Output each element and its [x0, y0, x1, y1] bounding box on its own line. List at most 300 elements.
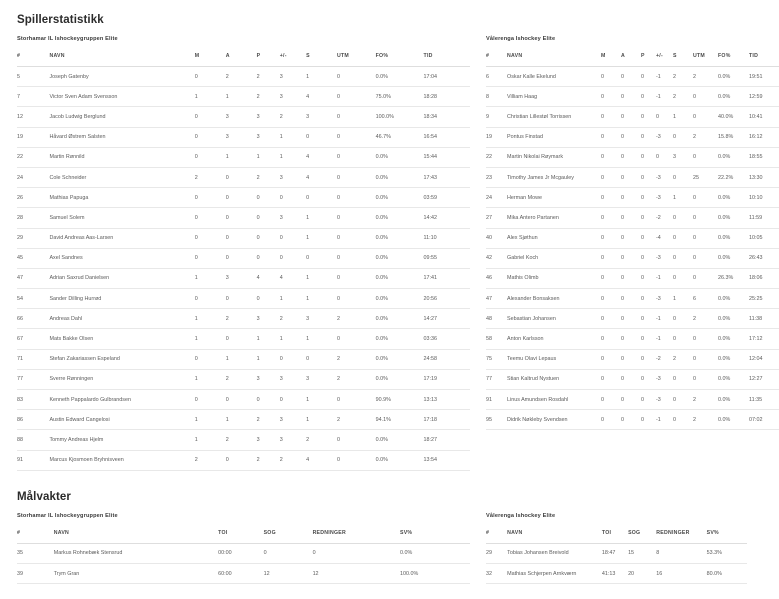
cell-name: Cole Schneider	[49, 167, 194, 187]
cell-penalty-minutes: 2	[337, 349, 376, 369]
cell-time-on-ice: 18:55	[749, 147, 779, 167]
cell-points: 0	[641, 67, 656, 87]
cell-plusminus: 3	[280, 410, 306, 430]
cell-points: 0	[641, 228, 656, 248]
table-header-row	[17, 530, 470, 544]
cell-goals: 0	[195, 67, 226, 87]
cell-name: Samuel Solem	[49, 208, 194, 228]
cell-name: Håvard Østrem Salsten	[49, 127, 194, 147]
cell-plusminus: -1	[656, 329, 673, 349]
cell-time-on-ice: 18:27	[424, 430, 470, 450]
cell-save-pct: 80.0%	[707, 563, 747, 583]
cell-plusminus: 1	[280, 289, 306, 309]
cell-goals: 0	[195, 228, 226, 248]
cell-name: Mathias Schjerpen Arnkværn	[507, 563, 602, 583]
cell-save-pct: 53.3%	[707, 543, 747, 563]
cell-penalty-minutes: 0	[337, 167, 376, 187]
cell-name: Pontus Finstad	[507, 127, 601, 147]
cell-shots: 3	[306, 369, 337, 389]
table-row	[486, 543, 747, 563]
cell-plusminus: 0	[280, 228, 306, 248]
cell-time-on-ice: 17:41	[424, 268, 470, 288]
cell-name: Markus Rohnebæk Stensrud	[54, 543, 218, 563]
col-saves: REDNINGER	[312, 529, 346, 536]
table-row	[17, 167, 470, 187]
cell-plusminus: -3	[656, 390, 673, 410]
cell-goals: 0	[601, 390, 621, 410]
away-team-label-goalies: Vålerenga Ishockey Elite	[486, 512, 556, 519]
cell-name: Didrik Nøkleby Svendsen	[507, 410, 601, 430]
cell-plusminus: 3	[280, 369, 306, 389]
col-shots-on-goal: SOG	[263, 529, 276, 536]
cell-faceoff-pct: 0.0%	[718, 410, 749, 430]
cell-faceoff-pct: 0.0%	[376, 167, 424, 187]
cell-name: Joseph Gatenby	[49, 67, 194, 87]
cell-shots: 0	[673, 369, 693, 389]
cell-points: 0	[641, 289, 656, 309]
cell-number: 48	[486, 309, 507, 329]
cell-penalty-minutes: 2	[337, 309, 376, 329]
col-number: #	[17, 529, 21, 536]
cell-points: 0	[641, 309, 656, 329]
cell-assists: 0	[621, 208, 641, 228]
cell-faceoff-pct: 0.0%	[718, 228, 749, 248]
cell-number: 40	[486, 228, 507, 248]
cell-saves: 0	[313, 543, 400, 563]
cell-goals: 0	[601, 188, 621, 208]
cell-faceoff-pct: 0.0%	[376, 289, 424, 309]
cell-faceoff-pct: 75.0%	[376, 87, 424, 107]
cell-assists: 0	[226, 329, 257, 349]
cell-assists: 0	[226, 450, 257, 470]
cell-number: 22	[17, 147, 49, 167]
cell-number: 23	[486, 167, 507, 187]
table-row	[17, 107, 470, 127]
cell-goals: 1	[195, 369, 226, 389]
table-header-row	[486, 530, 747, 544]
cell-assists: 0	[621, 87, 641, 107]
cell-number: 39	[17, 563, 54, 583]
cell-points: 0	[257, 390, 280, 410]
cell-number: 95	[486, 410, 507, 430]
cell-shots: 0	[306, 349, 337, 369]
cell-penalty-minutes: 0	[693, 107, 718, 127]
cell-points: 0	[641, 87, 656, 107]
cell-number: 66	[17, 309, 49, 329]
cell-shots: 4	[306, 450, 337, 470]
cell-time-on-ice: 07:02	[749, 410, 779, 430]
cell-time-on-ice: 14:42	[424, 208, 470, 228]
cell-points: 0	[641, 127, 656, 147]
cell-goals: 0	[195, 248, 226, 268]
cell-plusminus: 0	[656, 147, 673, 167]
cell-time-on-ice: 10:05	[749, 228, 779, 248]
cell-name: Villiam Haag	[507, 87, 601, 107]
cell-goals: 0	[195, 208, 226, 228]
cell-time-on-ice: 18:06	[749, 268, 779, 288]
cell-points: 0	[641, 410, 656, 430]
cell-goals: 0	[601, 208, 621, 228]
table-row	[17, 228, 470, 248]
cell-assists: 0	[621, 390, 641, 410]
cell-number: 5	[17, 67, 49, 87]
cell-time-on-ice: 16:12	[749, 127, 779, 147]
cell-goals: 0	[601, 349, 621, 369]
cell-points: 0	[641, 188, 656, 208]
cell-plusminus: -3	[656, 289, 673, 309]
cell-faceoff-pct: 0.0%	[718, 188, 749, 208]
table-row	[17, 563, 470, 583]
cell-plusminus: -2	[656, 349, 673, 369]
cell-time-on-ice: 25:25	[749, 289, 779, 309]
cell-shots: 0	[673, 208, 693, 228]
table-row	[17, 188, 470, 208]
cell-points: 0	[641, 248, 656, 268]
table-row	[17, 309, 470, 329]
cell-plusminus: 1	[280, 147, 306, 167]
cell-plusminus: 3	[280, 208, 306, 228]
col-time-on-ice: TID	[423, 53, 433, 59]
cell-time-on-ice: 13:13	[424, 390, 470, 410]
cell-shots: 3	[306, 107, 337, 127]
cell-number: 32	[486, 563, 507, 583]
cell-plusminus: -1	[656, 268, 673, 288]
cell-points: 4	[257, 268, 280, 288]
table-row	[486, 268, 779, 288]
cell-penalty-minutes: 25	[693, 167, 718, 187]
cell-goals: 2	[195, 167, 226, 187]
cell-plusminus: -1	[656, 309, 673, 329]
cell-plusminus: 1	[280, 127, 306, 147]
cell-shots: 2	[306, 430, 337, 450]
cell-goals: 0	[195, 188, 226, 208]
cell-number: 88	[17, 430, 49, 450]
cell-goals: 1	[195, 430, 226, 450]
cell-faceoff-pct: 0.0%	[376, 309, 424, 329]
cell-number: 45	[17, 248, 49, 268]
cell-penalty-minutes: 0	[693, 248, 718, 268]
table-row	[486, 289, 779, 309]
cell-name: Andreas Dahl	[49, 309, 194, 329]
cell-points: 0	[641, 369, 656, 389]
cell-faceoff-pct: 0.0%	[376, 67, 424, 87]
col-points: P	[256, 53, 261, 59]
cell-penalty-minutes: 0	[337, 107, 376, 127]
cell-number: 7	[17, 87, 49, 107]
cell-number: 46	[486, 268, 507, 288]
cell-points: 3	[257, 107, 280, 127]
col-save-pct: SV%	[400, 529, 413, 536]
cell-points: 0	[641, 329, 656, 349]
cell-faceoff-pct: 0.0%	[718, 208, 749, 228]
cell-plusminus: -3	[656, 167, 673, 187]
cell-faceoff-pct: 0.0%	[376, 208, 424, 228]
cell-plusminus: 0	[280, 349, 306, 369]
cell-points: 1	[257, 147, 280, 167]
cell-faceoff-pct: 0.0%	[376, 248, 424, 268]
cell-penalty-minutes: 0	[693, 228, 718, 248]
cell-goals: 1	[195, 410, 226, 430]
cell-name: Trym Gran	[54, 563, 218, 583]
cell-name: Sander Dilling Hurrød	[49, 289, 194, 309]
cell-shots: 1	[306, 329, 337, 349]
cell-penalty-minutes: 0	[693, 369, 718, 389]
cell-faceoff-pct: 0.0%	[376, 228, 424, 248]
cell-shots-on-goal: 0	[264, 543, 313, 563]
cell-assists: 0	[226, 188, 257, 208]
table-row	[486, 349, 779, 369]
cell-shots: 1	[306, 268, 337, 288]
cell-plusminus: -3	[656, 248, 673, 268]
cell-penalty-minutes: 0	[337, 127, 376, 147]
cell-plusminus: 2	[280, 107, 306, 127]
cell-number: 28	[17, 208, 49, 228]
cell-name: Alexander Bonsaksen	[507, 289, 601, 309]
cell-penalty-minutes: 0	[693, 87, 718, 107]
cell-time-on-ice: 41:13	[602, 563, 628, 583]
cell-shots: 0	[673, 248, 693, 268]
cell-penalty-minutes: 0	[337, 208, 376, 228]
cell-shots: 1	[673, 289, 693, 309]
cell-number: 91	[486, 390, 507, 410]
col-shots: S	[673, 53, 677, 59]
col-assists: A	[225, 53, 230, 59]
cell-number: 42	[486, 248, 507, 268]
cell-time-on-ice: 17:18	[424, 410, 470, 430]
cell-shots: 0	[673, 127, 693, 147]
cell-number: 35	[17, 543, 54, 563]
cell-number: 29	[486, 543, 507, 563]
cell-name: Mika Antero Partanen	[507, 208, 601, 228]
away-skaters-block	[470, 36, 763, 471]
cell-number: 77	[17, 369, 49, 389]
table-row	[17, 87, 470, 107]
cell-faceoff-pct: 0.0%	[718, 147, 749, 167]
cell-shots: 1	[306, 390, 337, 410]
table-row	[17, 390, 470, 410]
table-row	[17, 430, 470, 450]
cell-plusminus: 0	[656, 107, 673, 127]
col-goals: M	[601, 53, 606, 59]
cell-plusminus: -2	[656, 208, 673, 228]
cell-faceoff-pct: 0.0%	[376, 147, 424, 167]
cell-goals: 0	[195, 127, 226, 147]
cell-penalty-minutes: 0	[337, 268, 376, 288]
cell-number: 19	[17, 127, 49, 147]
cell-number: 47	[486, 289, 507, 309]
cell-points: 0	[257, 208, 280, 228]
col-name: NAVN	[507, 53, 523, 59]
cell-shots: 0	[306, 188, 337, 208]
table-row	[17, 349, 470, 369]
cell-plusminus: -1	[656, 410, 673, 430]
cell-save-pct: 100.0%	[400, 563, 470, 583]
cell-number: 27	[486, 208, 507, 228]
cell-penalty-minutes: 0	[337, 87, 376, 107]
cell-time-on-ice: 03:59	[424, 188, 470, 208]
cell-assists: 0	[226, 228, 257, 248]
cell-points: 0	[257, 188, 280, 208]
cell-goals: 0	[601, 248, 621, 268]
cell-goals: 0	[601, 87, 621, 107]
cell-plusminus: -4	[656, 228, 673, 248]
cell-number: 24	[17, 167, 49, 187]
cell-shots: 1	[306, 67, 337, 87]
cell-shots: 0	[673, 329, 693, 349]
cell-points: 2	[257, 167, 280, 187]
cell-assists: 2	[226, 430, 257, 450]
cell-goals: 0	[195, 390, 226, 410]
cell-faceoff-pct: 0.0%	[376, 450, 424, 470]
cell-number: 24	[486, 188, 507, 208]
table-row	[17, 450, 470, 470]
cell-penalty-minutes: 0	[693, 208, 718, 228]
cell-number: 71	[17, 349, 49, 369]
cell-penalty-minutes: 0	[337, 450, 376, 470]
col-faceoff-pct: FO%	[718, 53, 731, 59]
cell-penalty-minutes: 0	[693, 268, 718, 288]
cell-points: 0	[257, 289, 280, 309]
cell-faceoff-pct: 0.0%	[718, 87, 749, 107]
cell-faceoff-pct: 0.0%	[718, 390, 749, 410]
cell-goals: 0	[195, 107, 226, 127]
cell-name: Jacob Ludwig Berglund	[49, 107, 194, 127]
cell-name: Martin Rønnild	[49, 147, 194, 167]
cell-penalty-minutes: 2	[693, 67, 718, 87]
cell-points: 3	[257, 430, 280, 450]
cell-assists: 1	[226, 410, 257, 430]
cell-goals: 2	[195, 450, 226, 470]
cell-shots: 0	[673, 268, 693, 288]
cell-faceoff-pct: 94.1%	[376, 410, 424, 430]
col-points: P	[641, 53, 645, 59]
col-shots: S	[306, 53, 310, 59]
cell-penalty-minutes: 0	[337, 390, 376, 410]
table-row	[17, 67, 470, 87]
cell-faceoff-pct: 0.0%	[376, 188, 424, 208]
cell-name: Mathis Olimb	[507, 268, 601, 288]
cell-goals: 0	[601, 167, 621, 187]
table-row	[486, 147, 779, 167]
cell-penalty-minutes: 0	[693, 329, 718, 349]
cell-faceoff-pct: 0.0%	[718, 369, 749, 389]
cell-assists: 0	[621, 268, 641, 288]
cell-assists: 0	[621, 309, 641, 329]
cell-plusminus: 0	[280, 390, 306, 410]
cell-plusminus: 1	[280, 329, 306, 349]
cell-points: 2	[257, 450, 280, 470]
table-row	[486, 107, 779, 127]
cell-faceoff-pct: 0.0%	[718, 349, 749, 369]
cell-time-on-ice: 12:04	[749, 349, 779, 369]
cell-name: Alex Sjøthun	[507, 228, 601, 248]
cell-time-on-ice: 11:38	[749, 309, 779, 329]
cell-number: 91	[17, 450, 49, 470]
away-skaters-table	[486, 53, 779, 430]
cell-shots: 1	[673, 188, 693, 208]
cell-points: 3	[257, 127, 280, 147]
cell-points: 0	[641, 349, 656, 369]
cell-assists: 0	[621, 289, 641, 309]
cell-name: Gabriel Koch	[507, 248, 601, 268]
cell-number: 9	[486, 107, 507, 127]
cell-shots: 4	[306, 167, 337, 187]
col-time-on-ice: TOI	[218, 529, 228, 536]
cell-penalty-minutes: 0	[337, 147, 376, 167]
cell-time-on-ice: 18:34	[424, 107, 470, 127]
home-team-label-goalies: Storhamar IL Ishockeygruppen Elite	[17, 512, 118, 519]
cell-goals: 1	[195, 268, 226, 288]
table-row	[17, 329, 470, 349]
col-shots-on-goal: SOG	[628, 529, 641, 536]
cell-shots-on-goal: 15	[628, 543, 656, 563]
cell-name: Axel Sandnes	[49, 248, 194, 268]
col-assists: A	[621, 53, 625, 59]
cell-number: 77	[486, 369, 507, 389]
cell-assists: 0	[621, 369, 641, 389]
cell-plusminus: 3	[280, 87, 306, 107]
cell-number: 75	[486, 349, 507, 369]
away-goalies-block	[470, 513, 747, 584]
cell-assists: 0	[621, 349, 641, 369]
cell-shots: 0	[673, 390, 693, 410]
table-row	[486, 67, 779, 87]
goalies-title: Målvakter	[17, 490, 71, 503]
cell-name: Anton Karlsson	[507, 329, 601, 349]
cell-penalty-minutes: 0	[337, 329, 376, 349]
cell-assists: 0	[226, 390, 257, 410]
cell-time-on-ice: 00:00	[218, 543, 263, 563]
cell-plusminus: 3	[280, 430, 306, 450]
cell-penalty-minutes: 0	[693, 188, 718, 208]
cell-plusminus: -1	[656, 87, 673, 107]
table-row	[486, 329, 779, 349]
cell-time-on-ice: 24:58	[424, 349, 470, 369]
cell-goals: 0	[601, 67, 621, 87]
cell-penalty-minutes: 0	[693, 147, 718, 167]
cell-assists: 0	[621, 248, 641, 268]
col-time-on-ice: TID	[749, 53, 759, 59]
col-name: NAVN	[507, 529, 523, 536]
cell-assists: 3	[226, 127, 257, 147]
cell-time-on-ice: 26:43	[749, 248, 779, 268]
away-team-label: Vålerenga Ishockey Elite	[486, 36, 556, 42]
cell-shots: 4	[306, 87, 337, 107]
cell-time-on-ice: 18:28	[424, 87, 470, 107]
cell-number: 12	[17, 107, 49, 127]
cell-name: Timothy James Jr Mcgauley	[507, 167, 601, 187]
cell-name: Tobias Johansen Breivold	[507, 543, 602, 563]
cell-faceoff-pct: 0.0%	[718, 248, 749, 268]
cell-faceoff-pct: 0.0%	[718, 289, 749, 309]
table-row	[486, 208, 779, 228]
cell-goals: 0	[601, 107, 621, 127]
cell-number: 58	[486, 329, 507, 349]
cell-time-on-ice: 60:00	[218, 563, 263, 583]
cell-time-on-ice: 17:19	[424, 369, 470, 389]
cell-points: 0	[641, 208, 656, 228]
cell-assists: 0	[621, 67, 641, 87]
cell-number: 19	[486, 127, 507, 147]
cell-penalty-minutes: 0	[337, 430, 376, 450]
cell-goals: 0	[601, 410, 621, 430]
col-save-pct: SV%	[706, 529, 719, 536]
goalies-section	[0, 471, 747, 584]
table-row	[486, 563, 747, 583]
cell-assists: 0	[621, 329, 641, 349]
cell-number: 83	[17, 390, 49, 410]
cell-assists: 1	[226, 87, 257, 107]
